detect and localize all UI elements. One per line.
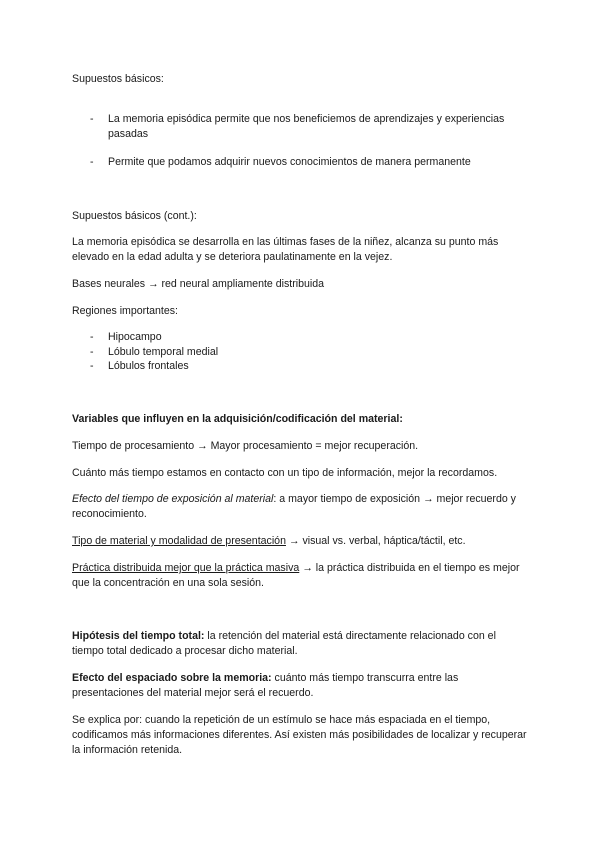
- explicacion-paragraph: Se explica por: cuando la repetición de un estímulo se hace más espaciada en el tiempo, codificamos más informaciones diferentes. Así existen más posibilidades de localizar y recuperar la información retenida.: [72, 714, 527, 756]
- practica-paragraph: [72, 561, 530, 591]
- list-item-text: La memoria episódica permite que nos beneficiemos de aprendizajes y experiencias pasadas: [108, 113, 505, 140]
- tipo-material-label: Tipo de material y modalidad de presentación: [72, 535, 286, 547]
- hipotesis-text: la retención del material está directamente relacionado con el tiempo total dedicado a procesar dicho material.: [72, 630, 496, 657]
- list-item-text: Lóbulo temporal medial: [108, 346, 219, 358]
- espaciado-text: cuánto más tiempo transcurra entre las presentaciones del material mejor será el recuerdo.: [72, 672, 459, 699]
- bullet-marker: -: [90, 346, 94, 358]
- espaciado-paragraph: [72, 671, 530, 701]
- efecto-exposicion-label: Efecto del tiempo de exposición al material: [72, 493, 274, 505]
- bullet-marker: -: [90, 156, 94, 168]
- list-item: [90, 155, 530, 170]
- bullet-marker: -: [90, 331, 94, 343]
- list-item-text: Lóbulos frontales: [108, 360, 189, 372]
- bullet-marker: -: [90, 360, 94, 372]
- bases-neurales: Bases neurales → red neural ampliamente distribuida: [72, 278, 325, 290]
- list-item-text: Permite que podamos adquirir nuevos conocimientos de manera permanente: [108, 156, 471, 168]
- contacto-paragraph: Cuánto más tiempo estamos en contacto con un tipo de información, mejor la recordamos.: [72, 467, 498, 479]
- tipo-material-text: → visual vs. verbal, háptica/táctil, etc.: [285, 535, 466, 547]
- espaciado-label: Efecto del espaciado sobre la memoria:: [72, 672, 272, 684]
- list-item: [90, 345, 530, 360]
- list-item: [90, 112, 530, 142]
- bullet-marker: -: [90, 113, 94, 125]
- efecto-exposicion-paragraph: [72, 492, 530, 522]
- section2-paragraph: La memoria episódica se desarrolla en las últimas fases de la niñez, alcanza su punto más elevado en la edad adulta y se deteriora paulatinamente en la vejez.: [72, 236, 499, 263]
- section3-heading-text: Variables que influyen en la adquisición/codificación del material:: [72, 413, 403, 425]
- regiones-heading: Regiones importantes:: [72, 305, 178, 317]
- hipotesis-paragraph: [72, 629, 530, 659]
- section1-heading: Supuestos básicos:: [72, 73, 164, 85]
- tipo-material-paragraph: [72, 534, 530, 549]
- list-item-text: Hipocampo: [108, 331, 162, 343]
- practica-text: → la práctica distribuida en el tiempo es mejor que la concentración en una sola sesión.: [72, 562, 520, 589]
- section2-heading: Supuestos básicos (cont.):: [72, 210, 197, 222]
- practica-label: Práctica distribuida mejor que la práctica masiva: [72, 562, 300, 574]
- hipotesis-label: Hipótesis del tiempo total:: [72, 630, 205, 642]
- section3-heading: [72, 412, 530, 427]
- list-item: [90, 330, 530, 345]
- tiempo-procesamiento: Tiempo de procesamiento → Mayor procesamiento = mejor recuperación.: [72, 440, 419, 452]
- list-item: [90, 359, 530, 374]
- efecto-exposicion-text: : a mayor tiempo de exposición → mejor recuerdo y reconocimiento.: [72, 493, 516, 520]
